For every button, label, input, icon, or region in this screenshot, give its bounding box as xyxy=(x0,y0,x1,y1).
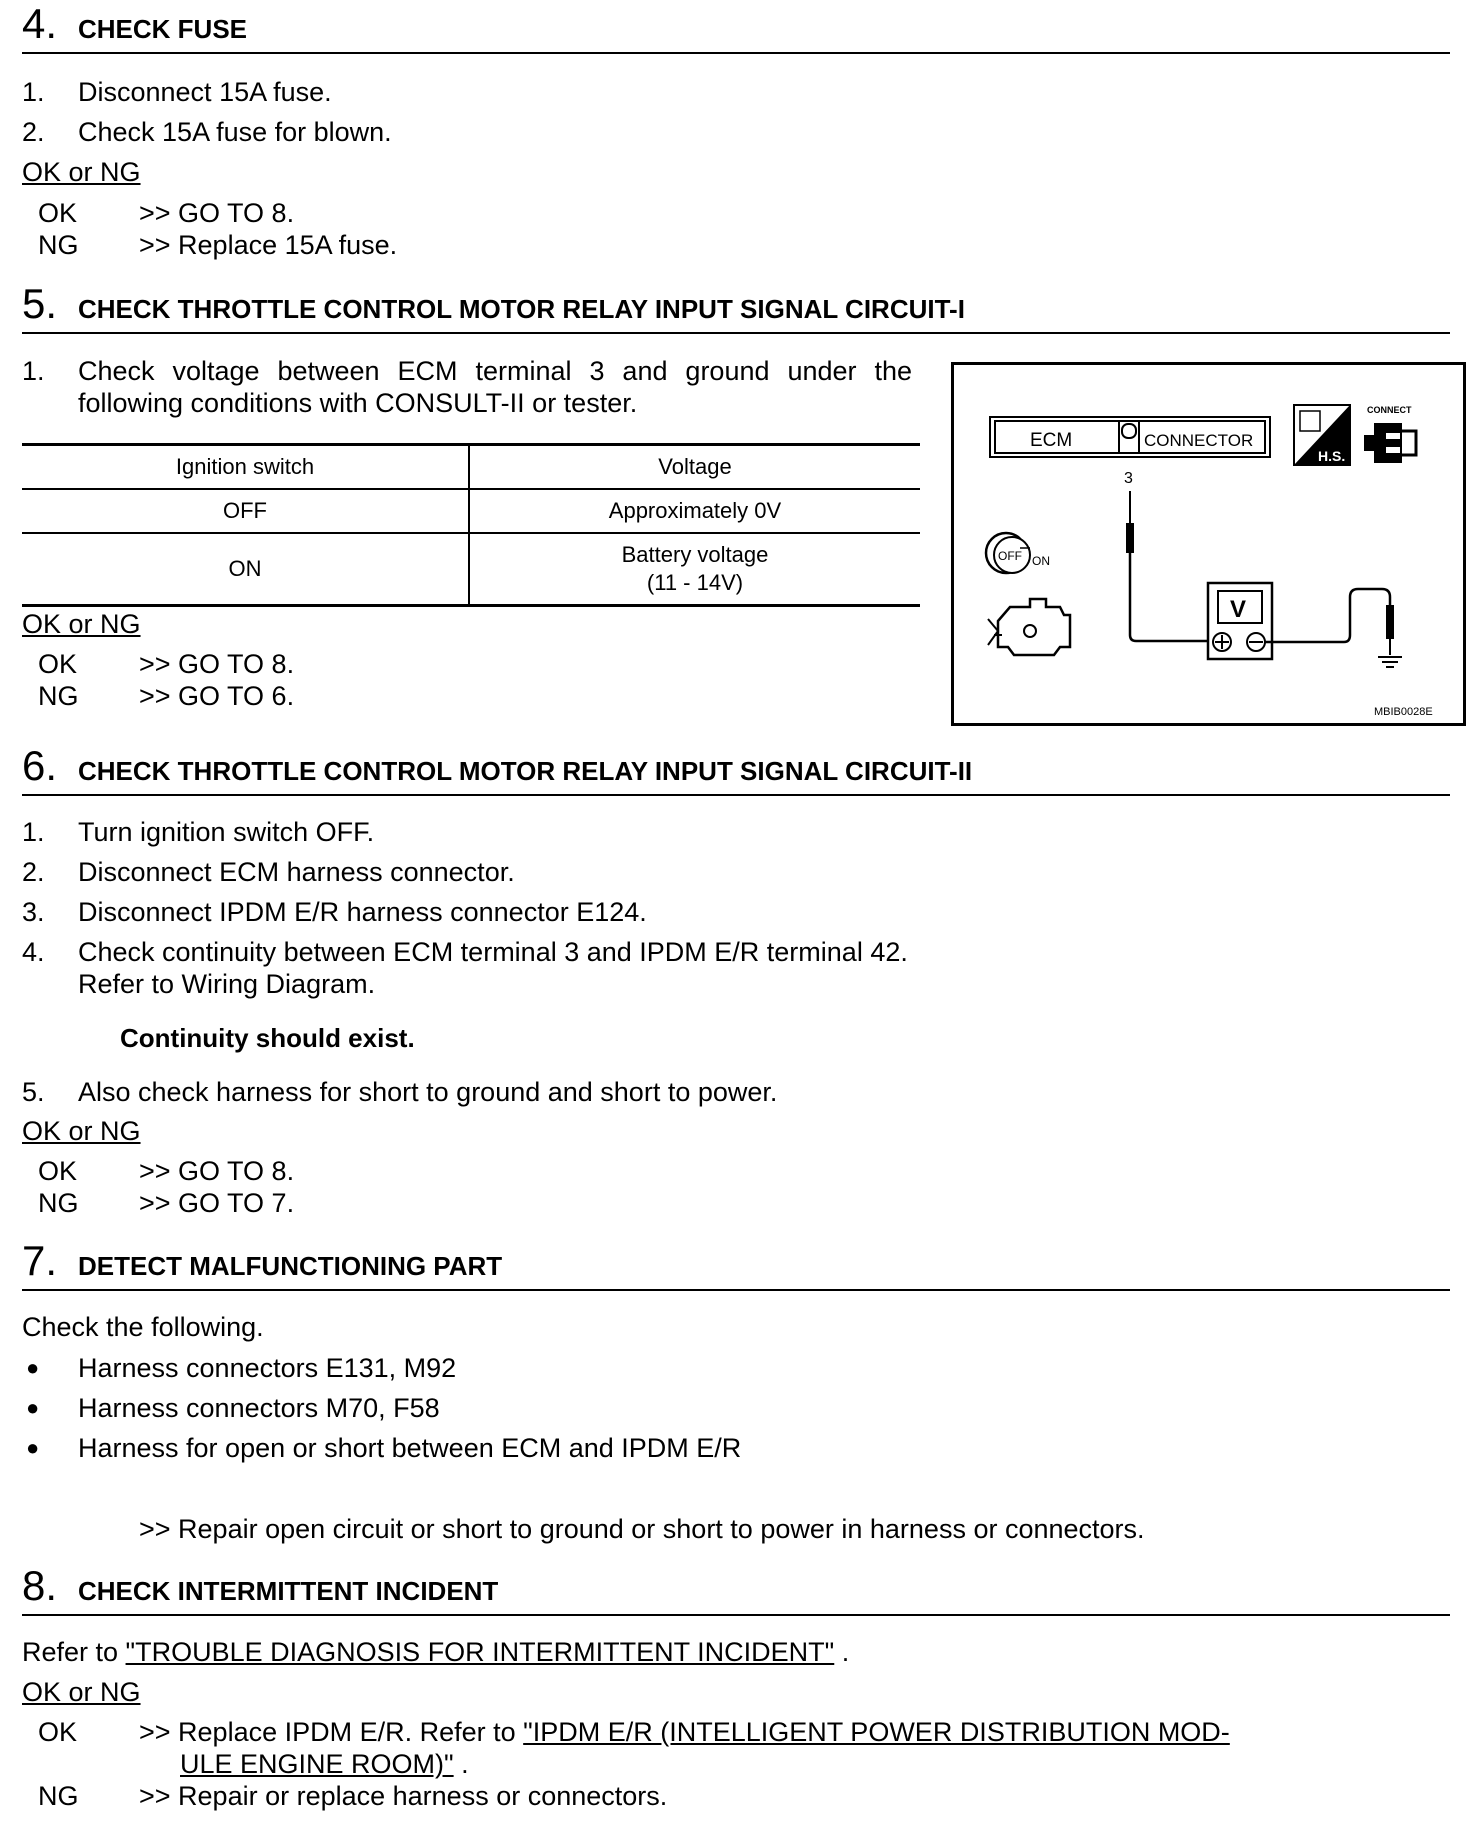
ignition-switch-icon xyxy=(986,533,1050,573)
section-title: CHECK THROTTLE CONTROL MOTOR RELAY INPUT SIGNAL CIRCUIT-I xyxy=(78,294,965,324)
circuit-diagram-svg xyxy=(954,365,1463,723)
ok-or-ng-heading: OK or NG xyxy=(22,157,141,187)
section-number: 4. xyxy=(22,0,58,47)
voltage-table xyxy=(22,443,920,607)
section-title: CHECK FUSE xyxy=(78,14,248,44)
connect-icon xyxy=(1364,405,1416,463)
ipdm-link-continued[interactable]: ULE ENGINE ROOM)" xyxy=(180,1749,454,1779)
table-header: Ignition switch xyxy=(22,445,469,490)
section-number: 5. xyxy=(22,280,58,327)
probe-positive xyxy=(1126,523,1134,553)
connector-label: CONNECTOR xyxy=(1144,431,1254,450)
section-number: 6. xyxy=(22,742,58,789)
circuit-diagram xyxy=(951,362,1466,726)
terminal-number: 3 xyxy=(1124,470,1133,487)
figure-ref-code: MBIB0028E xyxy=(1374,706,1433,718)
intermittent-incident-link[interactable]: "TROUBLE DIAGNOSIS FOR INTERMITTENT INCIDENT" xyxy=(125,1637,835,1667)
svg-text:OFF: OFF xyxy=(998,549,1022,563)
ok-or-ng-heading: OK or NG xyxy=(22,1116,141,1146)
ipdm-link[interactable]: "IPDM E/R (INTELLIGENT POWER DISTRIBUTION MOD- xyxy=(523,1717,1230,1747)
section-number: 7. xyxy=(22,1237,58,1284)
continuity-note: Continuity should exist. xyxy=(120,1023,415,1053)
section-8-header xyxy=(22,1562,1450,1616)
svg-text:CONNECT: CONNECT xyxy=(1367,405,1412,415)
ok-or-ng-heading: OK or NG xyxy=(22,609,141,639)
hand-symbol-icon xyxy=(1294,405,1350,465)
repair-action: >> Repair open circuit or short to ground or short to power in harness or connectors. xyxy=(139,1514,1145,1544)
table-row: OFF Approximately 0V xyxy=(22,489,920,533)
svg-text:ON: ON xyxy=(1032,554,1050,568)
section-5-header xyxy=(22,280,1450,334)
table-row: ON Battery voltage (11 - 14V) xyxy=(22,533,920,606)
table-header: Voltage xyxy=(469,445,920,490)
ok-or-ng-heading: OK or NG xyxy=(22,1677,141,1707)
section-6-header xyxy=(22,742,1450,796)
section-4-header xyxy=(22,0,1450,54)
voltmeter-icon xyxy=(1208,583,1272,659)
section-number: 8. xyxy=(22,1562,58,1609)
engine-icon xyxy=(988,599,1070,655)
section-7-header xyxy=(22,1237,1450,1291)
intro-text: Check the following. xyxy=(22,1312,264,1342)
test-lead-negative xyxy=(1265,589,1390,642)
svg-text:H.S.: H.S. xyxy=(1318,448,1346,464)
svg-text:V: V xyxy=(1230,596,1247,623)
ecm-label: ECM xyxy=(1030,430,1073,451)
test-lead-positive xyxy=(1130,553,1214,641)
refer-line: Refer to "TROUBLE DIAGNOSIS FOR INTERMITTENT INCIDENT" . xyxy=(22,1637,850,1667)
section-title: CHECK THROTTLE CONTROL MOTOR RELAY INPUT SIGNAL CIRCUIT-II xyxy=(78,756,973,786)
section-title: DETECT MALFUNCTIONING PART xyxy=(78,1251,503,1281)
section-title: CHECK INTERMITTENT INCIDENT xyxy=(78,1576,499,1606)
ground-icon xyxy=(1378,657,1402,667)
probe-negative xyxy=(1386,605,1394,639)
